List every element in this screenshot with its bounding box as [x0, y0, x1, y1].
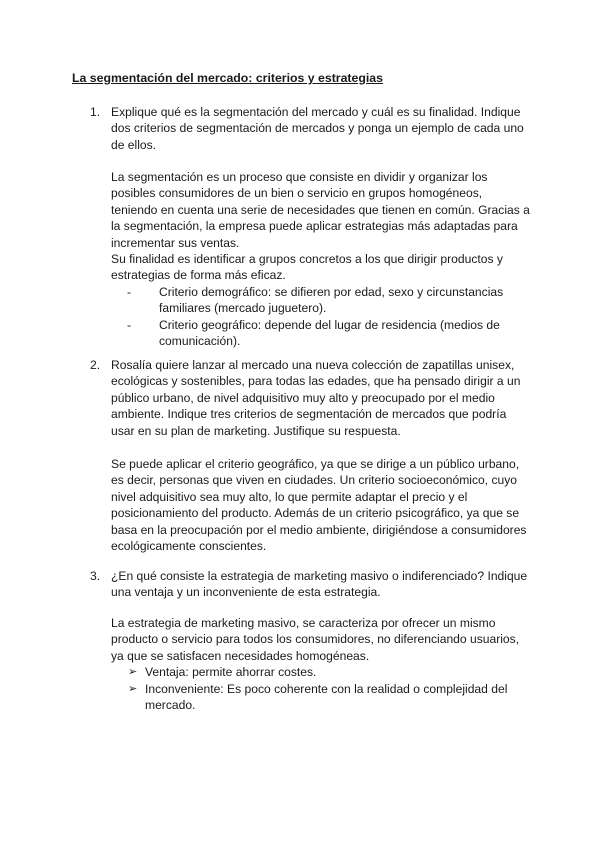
- answer-2: [111, 456, 531, 554]
- list-item: [125, 317, 531, 350]
- question-number: 2.: [90, 358, 101, 372]
- answer-3: [111, 615, 531, 713]
- question-1: [90, 104, 530, 153]
- question-number: 3.: [90, 569, 101, 583]
- answer-paragraph: La estrategia de marketing masivo, se caracteriza por ofrecer un mismo producto o servicio para todos los consumidores, no diferenciando usuarios, ya que se satisfacen necesidades homogéneas.: [111, 616, 520, 663]
- question-2: [90, 357, 530, 439]
- answer-paragraph: Se puede aplicar el criterio geográfico, ya que se dirige a un público urbano, es decir, personas que viven en ciudades. Un criterio socioeconómico, cuyo nivel adquisitivo sea muy alto, lo que permite adaptar el precio y el posicionamiento del producto. Además de un criterio psicográfico, ya que se basa en la preocupación por el medio ambiente, dirigiéndose a consumidores ecológicamente conscientes.: [111, 457, 527, 554]
- list-item-text: Criterio geográfico: depende del lugar de residencia (medios de comunicación).: [159, 317, 500, 349]
- list-item: [125, 664, 531, 680]
- question-text: ¿En qué consiste la estrategia de marketing masivo o indiferenciado? Indique una ventaja y un inconveniente de esta estrategia.: [111, 569, 528, 600]
- answer-paragraph: La segmentación es un proceso que consiste en dividir y organizar los posibles consumidores de un bien o servicio en grupos homogéneos, teniendo en cuenta una serie de necesidades que tienen en común. Gracias a la segmentación, la empresa puede aplicar estrategias más adaptadas para incrementar sus ventas.: [111, 170, 530, 250]
- list-item: [125, 284, 531, 317]
- list-item: [125, 681, 531, 714]
- answer-1: [111, 169, 531, 349]
- answer-paragraph: Su finalidad es identificar a grupos concretos a los que dirigir productos y estrategias de forma más eficaz.: [111, 252, 503, 283]
- list-item-text: Ventaja: permite ahorrar costes.: [145, 665, 317, 680]
- question-text: Explique qué es la segmentación del mercado y cuál es su finalidad. Indique dos criterios de segmentación de mercados y ponga un ejemplo de cada uno de ellos.: [111, 105, 524, 152]
- arrow-bullet-icon: ➢: [128, 682, 138, 695]
- question-text: Rosalía quiere lanzar al mercado una nueva colección de zapatillas unisex, ecológicas y sostenibles, para todas las edades, que ha pensado dirigir a un público urbano, de nivel adquisitivo muy alto y preocupado por el medio ambiente. Indique tres criterios de segmentación de mercados que podría usar en su plan de marketing. Justifique su respuesta.: [111, 358, 521, 438]
- question-3: [90, 568, 530, 601]
- list-item-text: Inconveniente: Es poco coherente con la realidad o complejidad del mercado.: [145, 681, 508, 713]
- question-number: 1.: [90, 105, 101, 119]
- bullet-marker: -: [127, 317, 132, 332]
- list-item-text: Criterio demográfico: se difieren por edad, sexo y circunstancias familiares (mercado juguetero).: [159, 284, 504, 316]
- bullet-list: [111, 284, 531, 350]
- arrow-bullet-icon: ➢: [128, 666, 138, 679]
- document-title: La segmentación del mercado: criterios y estrategias: [72, 71, 383, 85]
- bullet-marker: -: [127, 284, 132, 299]
- bullet-list: [111, 664, 531, 713]
